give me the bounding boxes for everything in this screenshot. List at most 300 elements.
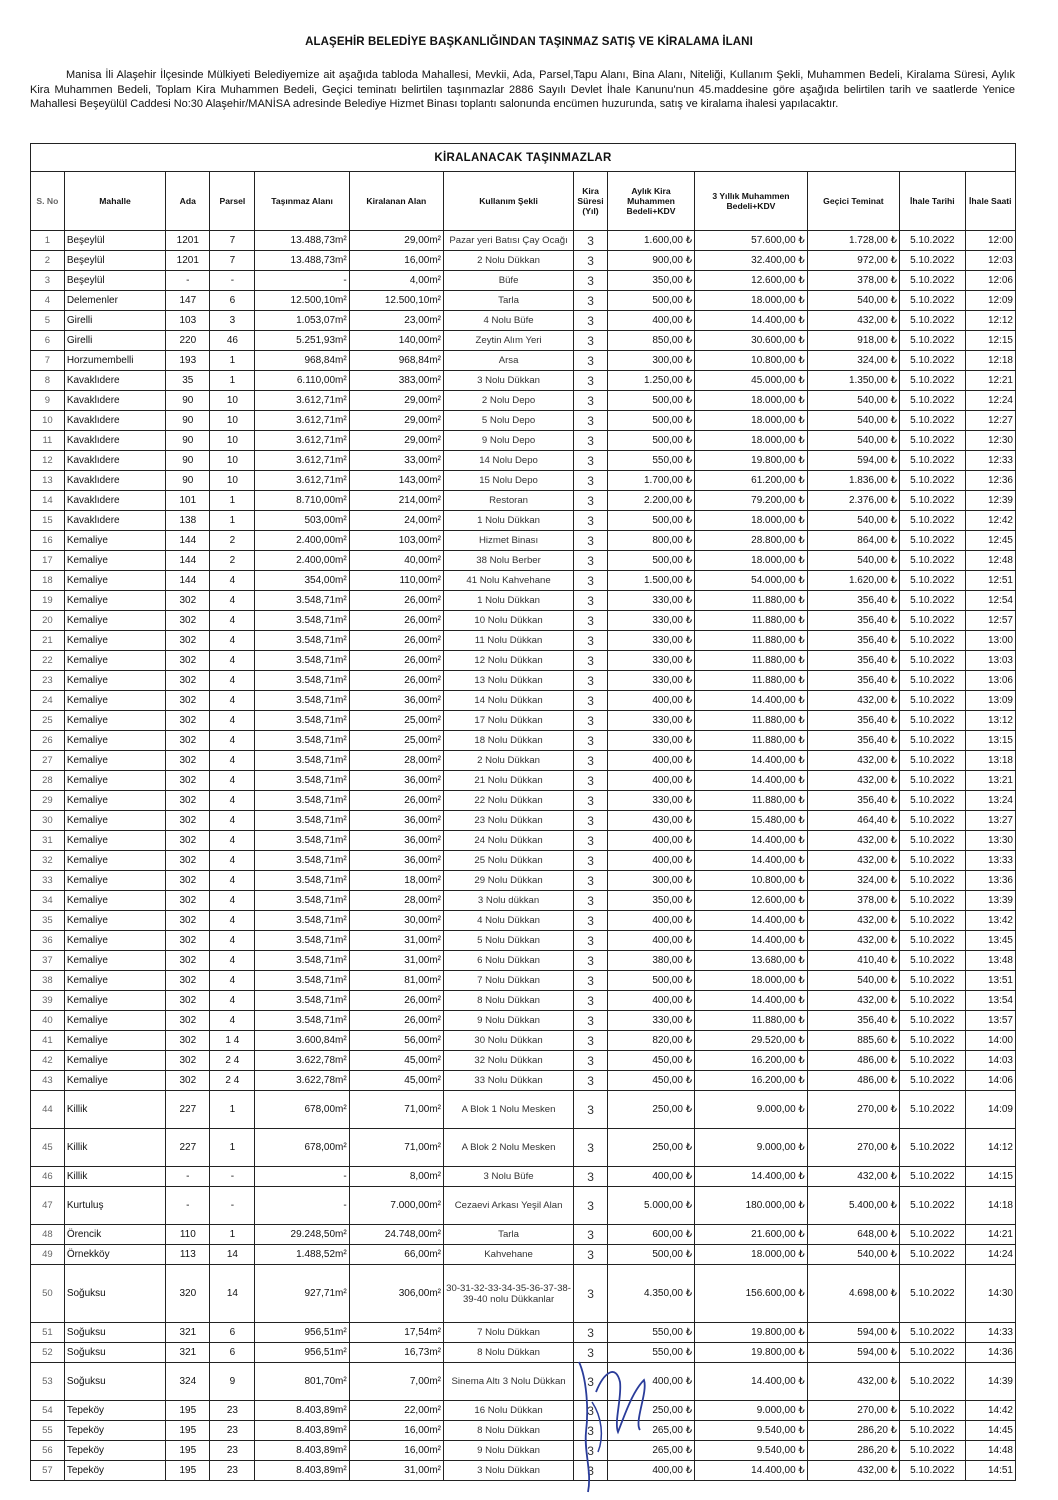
- table-row: [31, 891, 1016, 911]
- table-cell: Kemaliye: [64, 1071, 165, 1091]
- table-cell: 5.10.2022: [900, 651, 966, 671]
- table-cell: 594,00 ₺: [807, 451, 899, 471]
- table-cell: 14.400,00 ₺: [695, 911, 808, 931]
- table-cell: 450,00 ₺: [607, 1071, 694, 1091]
- table-cell: 3.612,71m²: [255, 411, 349, 431]
- table-cell: 400,00 ₺: [607, 1461, 694, 1481]
- table-cell: 302: [166, 651, 210, 671]
- table-cell: 5.10.2022: [900, 971, 966, 991]
- table-cell: Büfe: [443, 271, 573, 291]
- table-cell: 5.000,00 ₺: [607, 1187, 694, 1225]
- table-cell: 195: [166, 1421, 210, 1441]
- table-cell: 5.10.2022: [900, 691, 966, 711]
- table-cell: 6: [210, 291, 255, 311]
- table-cell: Kemaliye: [64, 931, 165, 951]
- table-cell: 11.880,00 ₺: [695, 611, 808, 631]
- table-cell: 3: [574, 491, 608, 511]
- table-cell: 3: [574, 371, 608, 391]
- table-cell: 356,40 ₺: [807, 791, 899, 811]
- table-cell: 195: [166, 1461, 210, 1481]
- table-cell: 13:15: [965, 731, 1015, 751]
- table-cell: 7 Nolu Dükkan: [443, 1323, 573, 1343]
- table-cell: 30-31-32-33-34-35-36-37-38-39-40 nolu Dükkanlar: [443, 1265, 573, 1323]
- table-cell: 32: [31, 851, 65, 871]
- table-cell: Girelli: [64, 331, 165, 351]
- table-cell: 6: [31, 331, 65, 351]
- table-cell: 6: [210, 1323, 255, 1343]
- table-cell: 300,00 ₺: [607, 351, 694, 371]
- table-cell: 972,00 ₺: [807, 251, 899, 271]
- table-cell: 3: [574, 1225, 608, 1245]
- table-cell: 4: [210, 571, 255, 591]
- table-cell: 9 Nolu Depo: [443, 431, 573, 451]
- table-cell: 38 Nolu Berber: [443, 551, 573, 571]
- column-header: Kira Süresi (Yıl): [574, 172, 608, 231]
- table-cell: 29.520,00 ₺: [695, 1031, 808, 1051]
- table-row: [31, 691, 1016, 711]
- table-cell: Soğuksu: [64, 1363, 165, 1401]
- table-cell: 302: [166, 831, 210, 851]
- table-cell: 306,00m²: [349, 1265, 443, 1323]
- table-cell: Killik: [64, 1129, 165, 1167]
- table-cell: 356,40 ₺: [807, 591, 899, 611]
- table-cell: 9: [210, 1363, 255, 1401]
- table-cell: 17,54m²: [349, 1323, 443, 1343]
- table-cell: 500,00 ₺: [607, 411, 694, 431]
- table-cell: 12.500,10m²: [255, 291, 349, 311]
- table-cell: 1.700,00 ₺: [607, 471, 694, 491]
- rental-table: [30, 143, 1016, 1481]
- table-cell: 500,00 ₺: [607, 431, 694, 451]
- table-cell: 12:36: [965, 471, 1015, 491]
- table-row: [31, 1225, 1016, 1245]
- table-cell: 5.10.2022: [900, 991, 966, 1011]
- table-cell: 16,00m²: [349, 1441, 443, 1461]
- table-cell: 4.350,00 ₺: [607, 1265, 694, 1323]
- table-cell: 956,51m²: [255, 1343, 349, 1363]
- table-cell: 3.612,71m²: [255, 431, 349, 451]
- table-cell: 1: [210, 1129, 255, 1167]
- table-cell: 400,00 ₺: [607, 851, 694, 871]
- table-cell: 432,00 ₺: [807, 1363, 899, 1401]
- table-cell: 3.548,71m²: [255, 811, 349, 831]
- table-cell: 31,00m²: [349, 931, 443, 951]
- table-cell: 25,00m²: [349, 711, 443, 731]
- table-cell: 330,00 ₺: [607, 611, 694, 631]
- table-cell: 5.10.2022: [900, 351, 966, 371]
- table-cell: 4: [31, 291, 65, 311]
- table-cell: 3: [574, 571, 608, 591]
- table-row: [31, 231, 1016, 251]
- table-cell: 5.10.2022: [900, 251, 966, 271]
- table-cell: 43: [31, 1071, 65, 1091]
- table-cell: Kavaklıdere: [64, 411, 165, 431]
- table-row: [31, 1129, 1016, 1167]
- table-cell: Delemenler: [64, 291, 165, 311]
- table-cell: 400,00 ₺: [607, 1167, 694, 1187]
- table-cell: 3.548,71m²: [255, 691, 349, 711]
- table-cell: 400,00 ₺: [607, 931, 694, 951]
- table-cell: 24,00m²: [349, 511, 443, 531]
- table-cell: 25,00m²: [349, 731, 443, 751]
- table-cell: 5.10.2022: [900, 951, 966, 971]
- table-cell: 550,00 ₺: [607, 1343, 694, 1363]
- table-cell: Soğuksu: [64, 1265, 165, 1323]
- table-cell: 18.000,00 ₺: [695, 971, 808, 991]
- table-cell: 900,00 ₺: [607, 251, 694, 271]
- table-cell: 5.10.2022: [900, 1401, 966, 1421]
- table-cell: 3: [574, 331, 608, 351]
- table-cell: 13:00: [965, 631, 1015, 651]
- table-cell: 8 Nolu Dükkan: [443, 1421, 573, 1441]
- table-cell: 41 Nolu Kahvehane: [443, 571, 573, 591]
- table-cell: 3 Nolu Büfe: [443, 1167, 573, 1187]
- table-cell: 324,00 ₺: [807, 351, 899, 371]
- table-cell: 26,00m²: [349, 671, 443, 691]
- table-row: [31, 831, 1016, 851]
- table-cell: 12:33: [965, 451, 1015, 471]
- table-cell: 12:03: [965, 251, 1015, 271]
- table-cell: 14.400,00 ₺: [695, 831, 808, 851]
- table-cell: 26,00m²: [349, 611, 443, 631]
- table-cell: 2.376,00 ₺: [807, 491, 899, 511]
- table-cell: 3: [574, 711, 608, 731]
- table-cell: Kemaliye: [64, 531, 165, 551]
- table-cell: Kemaliye: [64, 1031, 165, 1051]
- table-cell: 3: [574, 1363, 608, 1401]
- table-cell: 5 Nolu Dükkan: [443, 931, 573, 951]
- table-cell: 302: [166, 771, 210, 791]
- table-cell: 36,00m²: [349, 691, 443, 711]
- table-cell: 3: [574, 751, 608, 771]
- table-cell: 400,00 ₺: [607, 1363, 694, 1401]
- table-cell: 540,00 ₺: [807, 551, 899, 571]
- column-header: Mahalle: [64, 172, 165, 231]
- table-cell: Kurtuluş: [64, 1187, 165, 1225]
- table-cell: Kemaliye: [64, 631, 165, 651]
- table-cell: 8 Nolu Dükkan: [443, 991, 573, 1011]
- table-cell: 4: [210, 1011, 255, 1031]
- table-cell: 61.200,00 ₺: [695, 471, 808, 491]
- table-cell: Restoran: [443, 491, 573, 511]
- table-cell: 3: [574, 1071, 608, 1091]
- table-cell: 3: [574, 471, 608, 491]
- table-cell: 14:03: [965, 1051, 1015, 1071]
- table-row: [31, 411, 1016, 431]
- table-cell: 3: [574, 591, 608, 611]
- table-cell: 10: [31, 411, 65, 431]
- table-cell: 432,00 ₺: [807, 831, 899, 851]
- column-header: Parsel: [210, 172, 255, 231]
- table-cell: 34: [31, 891, 65, 911]
- table-cell: 5.10.2022: [900, 1363, 966, 1401]
- table-cell: 12 Nolu Dükkan: [443, 651, 573, 671]
- table-cell: 32.400,00 ₺: [695, 251, 808, 271]
- table-cell: 14:18: [965, 1187, 1015, 1225]
- column-header: Taşınmaz Alanı: [255, 172, 349, 231]
- table-cell: 12:27: [965, 411, 1015, 431]
- table-cell: 3: [574, 311, 608, 331]
- table-cell: 4: [210, 811, 255, 831]
- table-cell: 57.600,00 ₺: [695, 231, 808, 251]
- table-cell: 1: [210, 1091, 255, 1129]
- table-cell: 3: [574, 1323, 608, 1343]
- table-cell: 13:33: [965, 851, 1015, 871]
- table-cell: 3.548,71m²: [255, 991, 349, 1011]
- table-row: [31, 671, 1016, 691]
- table-cell: 5.10.2022: [900, 451, 966, 471]
- table-cell: 3.548,71m²: [255, 911, 349, 931]
- table-cell: 2.400,00m²: [255, 551, 349, 571]
- table-cell: 23: [210, 1401, 255, 1421]
- table-cell: 3.548,71m²: [255, 891, 349, 911]
- table-cell: Tarla: [443, 291, 573, 311]
- table-cell: 23,00m²: [349, 311, 443, 331]
- column-header: İhale Tarihi: [900, 172, 966, 231]
- table-cell: 28,00m²: [349, 751, 443, 771]
- table-cell: 45.000,00 ₺: [695, 371, 808, 391]
- table-cell: Kemaliye: [64, 1011, 165, 1031]
- table-cell: 13:12: [965, 711, 1015, 731]
- table-cell: 3.548,71m²: [255, 1011, 349, 1031]
- table-cell: 550,00 ₺: [607, 1323, 694, 1343]
- table-cell: 3: [574, 851, 608, 871]
- table-cell: 400,00 ₺: [607, 311, 694, 331]
- table-cell: 13.488,73m²: [255, 231, 349, 251]
- table-cell: 330,00 ₺: [607, 631, 694, 651]
- table-cell: 16,00m²: [349, 1421, 443, 1441]
- table-cell: 4: [210, 891, 255, 911]
- table-cell: 3: [574, 771, 608, 791]
- table-cell: 9.540,00 ₺: [695, 1441, 808, 1461]
- table-cell: 302: [166, 871, 210, 891]
- table-row: [31, 1401, 1016, 1421]
- table-cell: 7 Nolu Dükkan: [443, 971, 573, 991]
- table-cell: 5.10.2022: [900, 231, 966, 251]
- table-row: [31, 551, 1016, 571]
- table-cell: 10: [210, 411, 255, 431]
- table-cell: 286,20 ₺: [807, 1441, 899, 1461]
- table-cell: 5.251,93m²: [255, 331, 349, 351]
- table-cell: 4 Nolu Dükkan: [443, 911, 573, 931]
- table-cell: 432,00 ₺: [807, 751, 899, 771]
- table-cell: 3: [574, 1051, 608, 1071]
- table-cell: 30.600,00 ₺: [695, 331, 808, 351]
- table-cell: 227: [166, 1091, 210, 1129]
- table-cell: 41: [31, 1031, 65, 1051]
- table-cell: Kemaliye: [64, 851, 165, 871]
- table-cell: 51: [31, 1323, 65, 1343]
- table-cell: 8.403,89m²: [255, 1461, 349, 1481]
- table-cell: 12.600,00 ₺: [695, 891, 808, 911]
- table-cell: 400,00 ₺: [607, 991, 694, 1011]
- table-cell: 26: [31, 731, 65, 751]
- table-cell: 500,00 ₺: [607, 1245, 694, 1265]
- table-cell: 1.728,00 ₺: [807, 231, 899, 251]
- table-cell: Kemaliye: [64, 551, 165, 571]
- table-cell: 14:21: [965, 1225, 1015, 1245]
- column-header: İhale Saati: [965, 172, 1015, 231]
- table-cell: 594,00 ₺: [807, 1343, 899, 1363]
- table-cell: 3: [574, 911, 608, 931]
- table-cell: 18.000,00 ₺: [695, 511, 808, 531]
- table-cell: 678,00m²: [255, 1129, 349, 1167]
- table-cell: 1201: [166, 231, 210, 251]
- table-cell: 5.10.2022: [900, 431, 966, 451]
- table-cell: 33 Nolu Dükkan: [443, 1071, 573, 1091]
- table-cell: 3: [574, 871, 608, 891]
- table-cell: 500,00 ₺: [607, 391, 694, 411]
- table-cell: 21.600,00 ₺: [695, 1225, 808, 1245]
- table-cell: 5.10.2022: [900, 411, 966, 431]
- table-cell: 14:33: [965, 1323, 1015, 1343]
- table-cell: -: [255, 271, 349, 291]
- table-cell: 3: [574, 951, 608, 971]
- table-cell: Kemaliye: [64, 651, 165, 671]
- table-cell: 28: [31, 771, 65, 791]
- table-cell: 5.10.2022: [900, 831, 966, 851]
- table-cell: 330,00 ₺: [607, 651, 694, 671]
- table-cell: 3.548,71m²: [255, 851, 349, 871]
- table-cell: 1: [210, 1225, 255, 1245]
- table-cell: 302: [166, 1071, 210, 1091]
- table-cell: 18.000,00 ₺: [695, 291, 808, 311]
- table-cell: 10: [210, 431, 255, 451]
- table-cell: 5.10.2022: [900, 731, 966, 751]
- table-cell: 53: [31, 1363, 65, 1401]
- table-cell: 14:36: [965, 1343, 1015, 1363]
- table-cell: 156.600,00 ₺: [695, 1265, 808, 1323]
- table-cell: 12:24: [965, 391, 1015, 411]
- table-cell: 3: [574, 451, 608, 471]
- table-cell: 18.000,00 ₺: [695, 391, 808, 411]
- table-cell: 5.10.2022: [900, 1129, 966, 1167]
- table-cell: 302: [166, 811, 210, 831]
- table-row: [31, 251, 1016, 271]
- table-cell: 430,00 ₺: [607, 811, 694, 831]
- table-cell: Beşeylül: [64, 251, 165, 271]
- table-cell: 140,00m²: [349, 331, 443, 351]
- table-cell: 2: [210, 531, 255, 551]
- table-cell: 11.880,00 ₺: [695, 671, 808, 691]
- table-cell: -: [210, 1167, 255, 1187]
- table-cell: 3: [574, 891, 608, 911]
- table-cell: 302: [166, 751, 210, 771]
- table-row: [31, 451, 1016, 471]
- table-cell: 14:09: [965, 1091, 1015, 1129]
- table-row: [31, 871, 1016, 891]
- table-cell: 103: [166, 311, 210, 331]
- table-cell: 14.400,00 ₺: [695, 851, 808, 871]
- table-cell: 8.710,00m²: [255, 491, 349, 511]
- table-cell: 12:12: [965, 311, 1015, 331]
- table-cell: 12:00: [965, 231, 1015, 251]
- table-cell: 356,40 ₺: [807, 671, 899, 691]
- table-row: [31, 971, 1016, 991]
- table-cell: 3.548,71m²: [255, 771, 349, 791]
- table-cell: 3: [574, 251, 608, 271]
- table-cell: 4,00m²: [349, 271, 443, 291]
- table-cell: 5.10.2022: [900, 871, 966, 891]
- table-cell: 3.548,71m²: [255, 711, 349, 731]
- table-cell: 302: [166, 591, 210, 611]
- table-cell: 5.10.2022: [900, 1343, 966, 1363]
- table-cell: Kemaliye: [64, 711, 165, 731]
- table-cell: 5.10.2022: [900, 311, 966, 331]
- table-cell: 32 Nolu Dükkan: [443, 1051, 573, 1071]
- table-cell: 540,00 ₺: [807, 411, 899, 431]
- table-cell: 4: [210, 671, 255, 691]
- table-cell: 3: [574, 1461, 608, 1481]
- table-cell: Kemaliye: [64, 811, 165, 831]
- table-cell: 40,00m²: [349, 551, 443, 571]
- table-row: [31, 571, 1016, 591]
- column-header: Ada: [166, 172, 210, 231]
- table-cell: 5.10.2022: [900, 1071, 966, 1091]
- table-cell: 40: [31, 1011, 65, 1031]
- table-cell: 6 Nolu Dükkan: [443, 951, 573, 971]
- table-cell: 5.10.2022: [900, 571, 966, 591]
- table-cell: 968,84m²: [255, 351, 349, 371]
- table-cell: 400,00 ₺: [607, 771, 694, 791]
- table-cell: 18,00m²: [349, 871, 443, 891]
- table-cell: 540,00 ₺: [807, 971, 899, 991]
- table-cell: 14:24: [965, 1245, 1015, 1265]
- table-cell: Kavaklıdere: [64, 431, 165, 451]
- table-cell: 36,00m²: [349, 811, 443, 831]
- table-cell: A Blok 1 Nolu Mesken: [443, 1091, 573, 1129]
- table-cell: 918,00 ₺: [807, 331, 899, 351]
- table-row: [31, 1265, 1016, 1323]
- table-cell: 26,00m²: [349, 791, 443, 811]
- table-cell: 36: [31, 931, 65, 951]
- table-cell: 24.748,00m²: [349, 1225, 443, 1245]
- table-cell: 330,00 ₺: [607, 1011, 694, 1031]
- table-cell: 29,00m²: [349, 231, 443, 251]
- table-cell: 7: [210, 251, 255, 271]
- table-cell: 3: [31, 271, 65, 291]
- table-cell: 927,71m²: [255, 1265, 349, 1323]
- table-cell: 3: [574, 391, 608, 411]
- table-cell: 214,00m²: [349, 491, 443, 511]
- table-cell: 1.350,00 ₺: [807, 371, 899, 391]
- table-cell: 14: [31, 491, 65, 511]
- table-cell: 56: [31, 1441, 65, 1461]
- table-cell: 12: [31, 451, 65, 471]
- table-cell: 12:45: [965, 531, 1015, 551]
- table-row: [31, 1187, 1016, 1225]
- table-row: [31, 751, 1016, 771]
- table-cell: 11.880,00 ₺: [695, 731, 808, 751]
- table-cell: 10: [210, 391, 255, 411]
- table-cell: 2.400,00m²: [255, 531, 349, 551]
- table-cell: Kemaliye: [64, 591, 165, 611]
- table-cell: 302: [166, 711, 210, 731]
- table-cell: 3: [574, 231, 608, 251]
- table-cell: 3: [574, 971, 608, 991]
- table-cell: 26,00m²: [349, 631, 443, 651]
- table-cell: 5.10.2022: [900, 1091, 966, 1129]
- table-cell: 486,00 ₺: [807, 1051, 899, 1071]
- table-cell: Kavaklıdere: [64, 471, 165, 491]
- table-row: [31, 1071, 1016, 1091]
- table-cell: 302: [166, 691, 210, 711]
- table-cell: 432,00 ₺: [807, 311, 899, 331]
- table-cell: 5.10.2022: [900, 631, 966, 651]
- table-cell: 3: [574, 1129, 608, 1167]
- table-cell: 11 Nolu Dükkan: [443, 631, 573, 651]
- table-cell: 3.548,71m²: [255, 671, 349, 691]
